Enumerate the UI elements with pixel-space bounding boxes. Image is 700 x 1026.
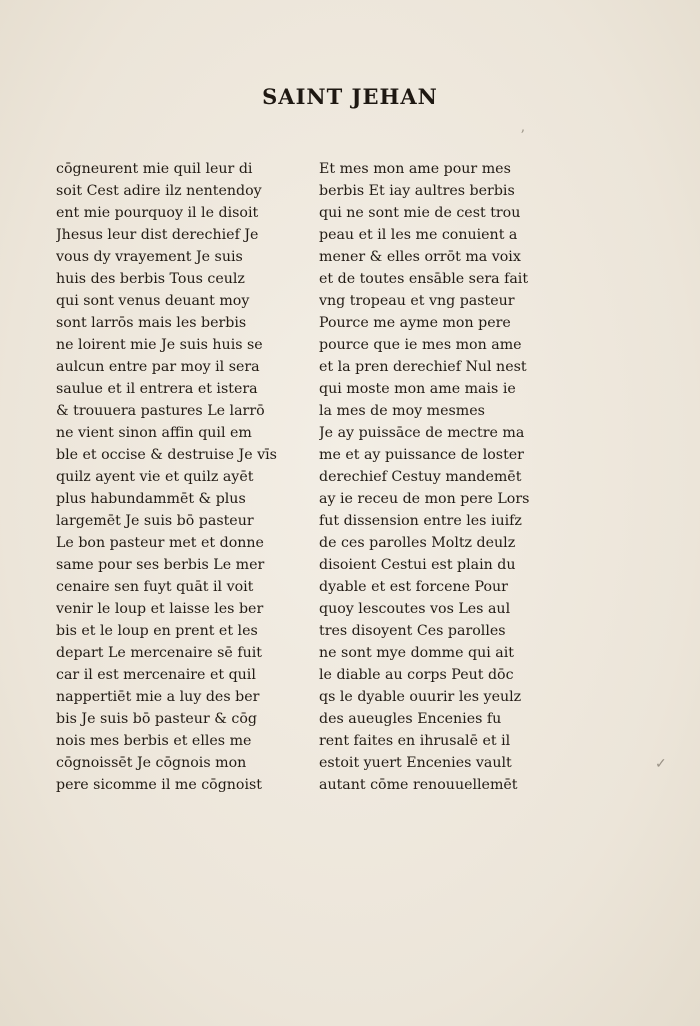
- text-line: vous dy vrayement Je suis: [56, 249, 243, 265]
- margin-checkmark: ✓: [655, 756, 667, 772]
- text-line: ne vient sinon affin quil em: [56, 425, 252, 441]
- text-line: sont larrōs mais les berbis: [56, 315, 247, 331]
- text-line: qui sont venus deuant moy: [56, 293, 250, 309]
- text-line: same pour ses berbis Le mer: [56, 557, 265, 573]
- text-line: ble et occise & destruise Je vīs: [56, 447, 277, 463]
- text-line: car il est mercenaire et quil: [56, 667, 256, 683]
- text-line: ne sont mye domme qui ait: [319, 645, 514, 661]
- text-line: huis des berbis Tous ceulz: [56, 271, 245, 287]
- text-line: la mes de moy mesmes: [319, 403, 485, 419]
- text-line: bis Je suis bō pasteur & cōg: [56, 711, 257, 727]
- text-line: Je ay puissāce de mectre ma: [319, 425, 525, 441]
- text-line: et de toutes ensāble sera fait: [319, 271, 529, 287]
- text-line: disoient Cestui est plain du: [319, 557, 516, 573]
- text-line: dyable et est forcene Pour: [319, 579, 508, 595]
- text-line: me et ay puissance de loster: [319, 447, 524, 463]
- text-line: tres disoyent Ces parolles: [319, 623, 506, 639]
- text-line: cōgnoissēt Je cōgnois mon: [56, 755, 247, 771]
- text-line: qui moste mon ame mais ie: [319, 381, 516, 397]
- text-line: Pource me ayme mon pere: [319, 315, 511, 331]
- text-line: de ces parolles Moltz deulz: [319, 535, 516, 551]
- text-line: derechief Cestuy mandemēt: [319, 469, 522, 485]
- text-line: plus habundammēt & plus: [56, 491, 246, 507]
- text-line: aulcun entre par moy il sera: [56, 359, 260, 375]
- text-line: largemēt Je suis bō pasteur: [56, 513, 254, 529]
- text-line: estoit yuert Encenies vault: [319, 755, 512, 771]
- text-line: berbis Et iay aultres berbis: [319, 183, 515, 199]
- text-line: autant cōme renouuellemēt: [319, 777, 518, 793]
- text-line: soit Cest adire ilz nentendoy: [56, 183, 262, 199]
- text-line: cōgneurent mie quil leur di: [56, 161, 253, 177]
- text-line: ay ie receu de mon pere Lors: [319, 491, 530, 507]
- text-line: depart Le mercenaire sē fuit: [56, 645, 262, 661]
- text-line: vng tropeau et vng pasteur: [319, 293, 515, 309]
- text-line: rent faites en ihrusalē et il: [319, 733, 511, 749]
- text-line: Jhesus leur dist derechief Je: [56, 227, 259, 243]
- text-line: Le bon pasteur met et donne: [56, 535, 264, 551]
- text-line: saulue et il entrera et istera: [56, 381, 258, 397]
- text-column-right: [319, 158, 551, 796]
- text-line: nappertiēt mie a luy des ber: [56, 689, 260, 705]
- running-head: SAINT JEHAN: [262, 84, 438, 109]
- text-line: le diable au corps Peut dōc: [319, 667, 514, 683]
- text-line: bis et le loup en prent et les: [56, 623, 258, 639]
- text-line: qui ne sont mie de cest trou: [319, 205, 521, 221]
- text-line: mener & elles orrōt ma voix: [319, 249, 521, 265]
- text-line: qs le dyable ouurir les yeulz: [319, 689, 522, 705]
- text-line: venir le loup et laisse les ber: [56, 601, 264, 617]
- text-line: cenaire sen fuyt quāt il voit: [56, 579, 254, 595]
- text-line: peau et il les me conuient a: [319, 227, 518, 243]
- text-line: nois mes berbis et elles me: [56, 733, 252, 749]
- text-line: fut dissension entre les iuifz: [319, 513, 522, 529]
- text-line: des aueugles Encenies fu: [319, 711, 502, 727]
- text-line: Et mes mon ame pour mes: [319, 161, 511, 177]
- text-column-left: [56, 158, 288, 796]
- text-line: pource que ie mes mon ame: [319, 337, 522, 353]
- text-line: quoy lescoutes vos Les aul: [319, 601, 511, 617]
- text-line: et la pren derechief Nul nest: [319, 359, 527, 375]
- text-line: quilz ayent vie et quilz ayēt: [56, 469, 254, 485]
- text-line: pere sicomme il me cōgnoist: [56, 777, 262, 793]
- text-line: & trouuera pastures Le larrō: [56, 403, 265, 419]
- text-line: ent mie pourquoy il le disoit: [56, 205, 259, 221]
- text-line: ne loirent mie Je suis huis se: [56, 337, 263, 353]
- margin-mark: ʼ: [520, 128, 525, 144]
